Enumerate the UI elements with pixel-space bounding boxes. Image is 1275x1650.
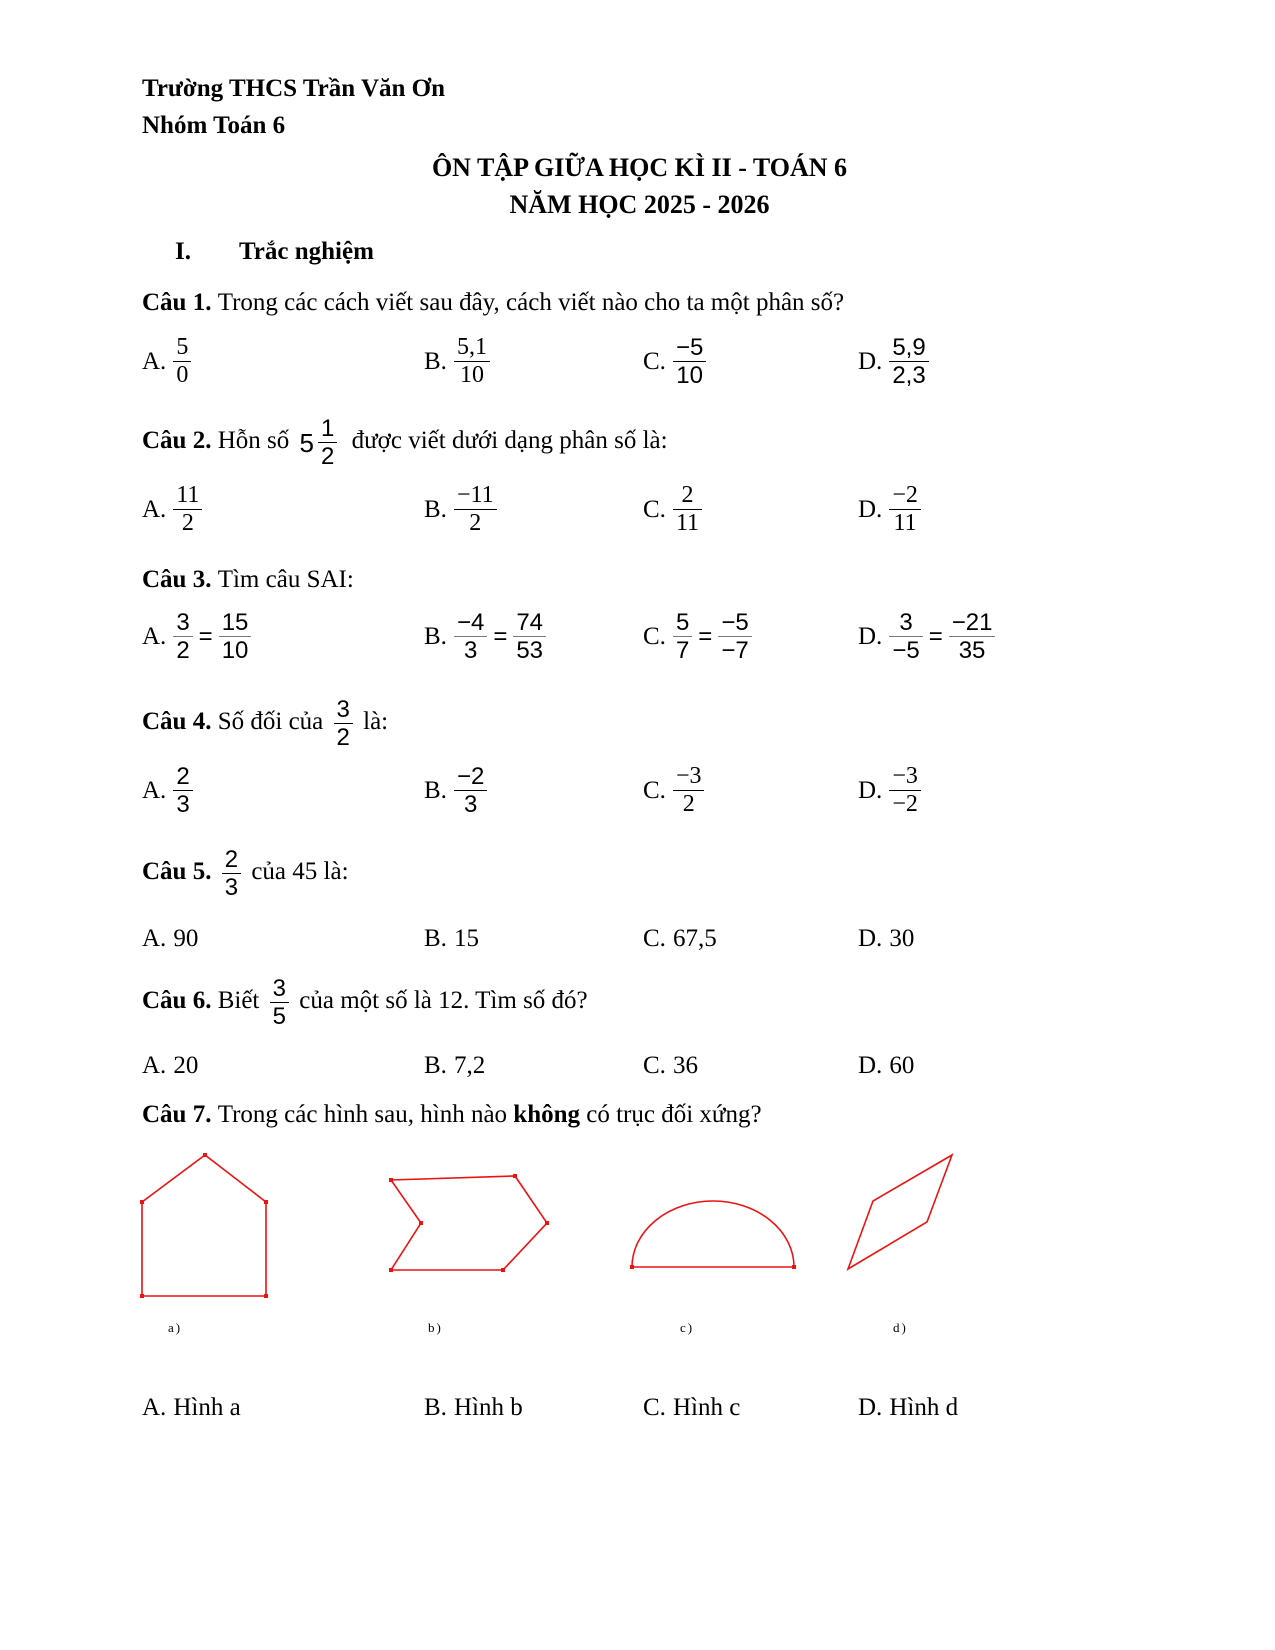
- questions: [142, 288, 1137, 1422]
- prompt-bold-text: không: [513, 1101, 581, 1128]
- option-d: [858, 609, 1137, 664]
- prompt-text: Trong các cách viết sau đây, cách viết nào cho ta một phân số?: [217, 289, 845, 316]
- option-fraction: [673, 482, 702, 537]
- option-d: [858, 482, 1137, 537]
- fraction-denominator: 10: [219, 636, 252, 664]
- option-value: 20: [173, 1052, 199, 1079]
- figure-label-a: a): [168, 1320, 183, 1335]
- option-value: 15: [453, 925, 479, 952]
- option-letter: D.: [858, 347, 883, 375]
- figure-ribbon-shape: [388, 1173, 550, 1273]
- option-letter: D.: [858, 925, 883, 952]
- option-letter: B.: [424, 622, 447, 650]
- exam-title-line2: NĂM HỌC 2025 - 2026: [509, 190, 770, 219]
- fraction-numerator: 74: [516, 609, 544, 636]
- option-value: 67,5: [672, 925, 717, 952]
- options-row: [142, 482, 1137, 537]
- fraction-numerator: −5: [721, 609, 749, 636]
- option-letter: B.: [424, 925, 447, 952]
- figures-block: [142, 1152, 1137, 1338]
- fraction-denominator: 2: [173, 509, 202, 537]
- option-letter: B.: [424, 495, 447, 523]
- fraction-denominator: 2: [334, 723, 353, 751]
- prompt-fraction: [270, 975, 289, 1030]
- options-row: [142, 1394, 1137, 1422]
- option-fraction: [454, 609, 487, 664]
- option-a: [142, 1052, 424, 1080]
- option-b: [424, 925, 643, 953]
- option-fraction: [454, 334, 490, 389]
- option-letter: D.: [858, 495, 883, 523]
- question-label: Câu 1.: [142, 289, 218, 316]
- prompt-fraction: [318, 415, 337, 470]
- option-c: [643, 482, 858, 537]
- fraction-denominator: 2: [673, 790, 705, 818]
- option-d: [858, 925, 1137, 953]
- option-letter: A.: [142, 495, 167, 523]
- fraction-denominator: 2: [173, 636, 192, 664]
- option-d: [858, 334, 1137, 389]
- question-label: Câu 6.: [142, 987, 218, 1015]
- mixed-number: [300, 415, 342, 470]
- option-letter: C.: [643, 776, 666, 804]
- figure-label-d: d): [893, 1320, 908, 1335]
- question-2: [142, 415, 1137, 537]
- question-label: Câu 7.: [142, 1101, 218, 1128]
- fraction-denominator: 11: [673, 509, 702, 537]
- fraction-numerator: 5: [675, 609, 690, 636]
- option-d: [858, 1394, 1137, 1422]
- option-fraction: [949, 609, 996, 664]
- fraction-denominator: 5: [270, 1002, 289, 1030]
- option-letter: A.: [142, 925, 167, 952]
- option-letter: D.: [858, 622, 883, 650]
- option-a: [142, 482, 424, 537]
- question-prompt: [142, 1100, 1137, 1130]
- prompt-text: là:: [356, 708, 389, 736]
- prompt-text: của 45 là:: [245, 858, 349, 886]
- equals-sign: =: [698, 622, 713, 650]
- fraction-denominator: −7: [718, 636, 751, 664]
- question-prompt: [142, 846, 1137, 901]
- prompt-text: Hỗn số: [217, 427, 296, 455]
- option-c: [643, 1052, 858, 1080]
- option-value: 30: [889, 925, 915, 952]
- fraction-denominator: −5: [889, 636, 922, 664]
- question-1: [142, 288, 1137, 389]
- school-name: Trường THCS Trần Văn Ơn: [142, 75, 446, 102]
- prompt-text: Số đối của: [217, 708, 330, 736]
- exam-title-line1: ÔN TẬP GIỮA HỌC KÌ II - TOÁN 6: [431, 153, 848, 182]
- fraction-denominator: 10: [673, 361, 706, 389]
- mixed-number-whole: 5: [299, 427, 314, 458]
- figure-quad-shape: [845, 1152, 955, 1272]
- fraction-denominator: 2: [318, 442, 337, 470]
- option-b: [424, 334, 643, 389]
- option-letter: B.: [424, 776, 447, 804]
- prompt-fraction: [334, 696, 353, 751]
- question-prompt: [142, 975, 1137, 1030]
- question-prompt: [142, 565, 1137, 595]
- option-letter: C.: [643, 622, 666, 650]
- figure-semicircle-shape: [629, 1198, 797, 1270]
- option-fraction: [513, 609, 546, 664]
- option-letter: A.: [142, 622, 167, 650]
- fraction-denominator: 2: [454, 509, 497, 537]
- fraction-denominator: −2: [889, 790, 921, 818]
- fraction-numerator: −2: [892, 482, 918, 508]
- option-letter: D.: [858, 776, 883, 804]
- option-fraction: [173, 763, 192, 818]
- option-a: [142, 334, 424, 389]
- figure-labels-row: [142, 1320, 1137, 1338]
- option-fraction: [673, 609, 692, 664]
- prompt-text: của một số là 12. Tìm số đó?: [293, 987, 588, 1015]
- fraction-denominator: 3: [222, 873, 241, 901]
- question-7: [142, 1100, 1137, 1422]
- option-a: [142, 1394, 424, 1422]
- prompt-fraction: [222, 846, 241, 901]
- option-fraction: [219, 609, 252, 664]
- fraction-denominator: 53: [513, 636, 546, 664]
- option-letter: D.: [858, 1052, 883, 1079]
- fraction-numerator: 11: [176, 482, 200, 508]
- option-c: [643, 609, 858, 664]
- section-title: Trắc nghiệm: [238, 238, 374, 265]
- option-fraction: [673, 334, 706, 389]
- option-letter: A.: [142, 347, 167, 375]
- fraction-numerator: −5: [675, 334, 704, 361]
- figure-label-c: c): [680, 1320, 695, 1335]
- option-b: [424, 609, 643, 664]
- option-letter: B.: [424, 347, 447, 375]
- option-fraction: [673, 763, 705, 818]
- fraction-numerator: 3: [272, 975, 286, 1002]
- group-name: Nhóm Toán 6: [142, 112, 286, 139]
- fraction-denominator: 35: [949, 636, 996, 664]
- fraction-denominator: 3: [454, 636, 487, 664]
- option-fraction-equation: [173, 609, 251, 664]
- option-c: [643, 763, 858, 818]
- option-fraction-equation: [889, 609, 995, 664]
- prompt-text: được viết dưới dạng phân số là:: [345, 427, 668, 455]
- fraction-numerator: 3: [899, 609, 913, 636]
- fraction-numerator: 2: [176, 763, 190, 790]
- fraction-numerator: 5: [176, 334, 189, 360]
- question-prompt: [142, 696, 1137, 751]
- option-fraction: [454, 482, 497, 537]
- fraction-numerator: 3: [176, 609, 190, 636]
- option-letter: C.: [643, 925, 666, 952]
- option-fraction: [173, 609, 192, 664]
- question-label: Câu 3.: [142, 566, 218, 593]
- option-a: [142, 609, 424, 664]
- fraction-numerator: −4: [456, 609, 485, 636]
- option-value: 90: [173, 925, 199, 952]
- option-letter: A.: [142, 1052, 167, 1079]
- option-letter: A.: [142, 776, 167, 804]
- option-letter: B.: [424, 1394, 447, 1421]
- fraction-numerator: −3: [675, 763, 702, 789]
- question-prompt: [142, 288, 1137, 318]
- option-d: [858, 1052, 1137, 1080]
- question-label: Câu 5.: [142, 858, 218, 886]
- figure-label-b: b): [428, 1320, 443, 1335]
- question-label: Câu 2.: [142, 427, 218, 455]
- fraction-denominator: 3: [454, 790, 487, 818]
- question-label: Câu 4.: [142, 708, 218, 736]
- option-d: [858, 763, 1137, 818]
- option-a: [142, 925, 424, 953]
- fraction-numerator: 3: [336, 696, 350, 723]
- fraction-numerator: −3: [892, 763, 918, 789]
- equals-sign: =: [493, 622, 508, 650]
- option-c: [643, 334, 858, 389]
- option-letter: C.: [643, 347, 666, 375]
- option-value: 7,2: [453, 1052, 486, 1079]
- equals-sign: =: [928, 622, 943, 650]
- fraction-denominator: 7: [673, 636, 692, 664]
- fraction-numerator: 2: [681, 482, 694, 508]
- option-fraction-equation: [454, 609, 546, 664]
- options-row: [142, 925, 1137, 953]
- option-value: Hình b: [453, 1394, 523, 1421]
- option-fraction: [889, 609, 922, 664]
- option-letter: B.: [424, 1052, 447, 1079]
- question-6: [142, 975, 1137, 1080]
- fraction-numerator: 5,9: [892, 334, 926, 361]
- option-fraction: [173, 482, 202, 537]
- fraction-numerator: 1: [320, 415, 335, 442]
- exam-title: [142, 149, 1137, 223]
- option-a: [142, 763, 424, 818]
- option-fraction: [173, 334, 191, 389]
- option-letter: A.: [142, 1394, 167, 1421]
- fraction-denominator: 0: [173, 361, 191, 389]
- question-3: [142, 565, 1137, 664]
- option-value: Hình c: [672, 1394, 741, 1421]
- question-prompt: [142, 415, 1137, 470]
- options-row: [142, 334, 1137, 389]
- prompt-text: Trong các hình sau, hình nào: [217, 1101, 514, 1128]
- fraction-denominator: 2,3: [889, 361, 928, 389]
- fraction-denominator: 10: [454, 361, 490, 389]
- option-b: [424, 763, 643, 818]
- section-heading: [142, 238, 1137, 266]
- option-letter: C.: [643, 1394, 666, 1421]
- equals-sign: =: [198, 622, 213, 650]
- option-letter: C.: [643, 1052, 666, 1079]
- option-letter: D.: [858, 1394, 883, 1421]
- fraction-denominator: 3: [173, 790, 192, 818]
- option-letter: C.: [643, 495, 666, 523]
- option-fraction: [889, 482, 921, 537]
- option-b: [424, 1052, 643, 1080]
- fraction-denominator: 11: [889, 509, 921, 537]
- options-row: [142, 609, 1137, 664]
- option-fraction: [454, 763, 487, 818]
- question-5: [142, 846, 1137, 953]
- option-fraction: [889, 763, 921, 818]
- fraction-numerator: −11: [456, 482, 494, 508]
- option-c: [643, 925, 858, 953]
- fraction-numerator: 5,1: [456, 334, 487, 360]
- figures-row: [142, 1152, 1137, 1300]
- option-b: [424, 482, 643, 537]
- section-numeral: I.: [175, 238, 191, 265]
- fraction-numerator: 2: [224, 846, 239, 873]
- option-value: Hình d: [889, 1394, 959, 1421]
- options-row: [142, 763, 1137, 818]
- option-c: [643, 1394, 858, 1422]
- prompt-text: Tìm câu SAI:: [217, 566, 354, 593]
- fraction-numerator: −21: [951, 609, 993, 636]
- option-fraction-equation: [673, 609, 752, 664]
- fraction-numerator: 15: [221, 609, 249, 636]
- prompt-text: có trục đối xứng?: [580, 1101, 762, 1128]
- question-4: [142, 696, 1137, 818]
- fraction-numerator: −2: [456, 763, 485, 790]
- option-value: 60: [889, 1052, 915, 1079]
- option-b: [424, 1394, 643, 1422]
- option-fraction: [718, 609, 751, 664]
- options-row: [142, 1052, 1137, 1080]
- figure-house-shape: [139, 1152, 269, 1299]
- option-value: 36: [672, 1052, 698, 1079]
- option-value: Hình a: [173, 1394, 241, 1421]
- option-fraction: [889, 334, 928, 389]
- prompt-text: Biết: [217, 987, 266, 1015]
